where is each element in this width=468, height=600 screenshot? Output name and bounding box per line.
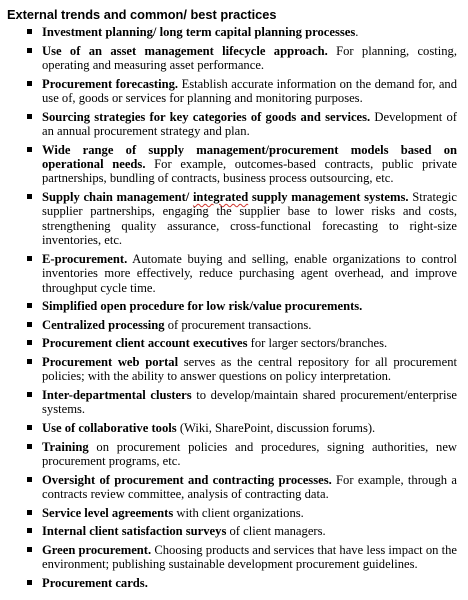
list-item-training bbox=[7, 440, 457, 469]
list-item-green-procurement bbox=[7, 543, 457, 572]
square-bullet-icon bbox=[27, 256, 32, 261]
item-text: (Wiki, SharePoint, discussion forums). bbox=[176, 421, 376, 435]
square-bullet-icon bbox=[27, 444, 32, 449]
list-item-e-procurement bbox=[7, 252, 457, 295]
list-item-sourcing-strategies bbox=[7, 110, 457, 139]
list-item-supply-models bbox=[7, 143, 457, 186]
spellcheck-underlined-word: integrated bbox=[192, 190, 249, 204]
item-bold-text: supply management systems. bbox=[248, 190, 409, 204]
item-bold-text: Procurement forecasting. bbox=[42, 76, 179, 91]
item-text: . bbox=[355, 25, 359, 39]
list-item-collaborative-tools bbox=[7, 421, 457, 435]
square-bullet-icon bbox=[27, 147, 32, 152]
item-text: Automate buying and selling, enable organizations to control inventories more effectively, reduce purchasing agent overhead, and improve throughput cycle time. bbox=[42, 251, 457, 295]
list-item-asset-lifecycle bbox=[7, 44, 457, 73]
best-practices-list bbox=[7, 25, 457, 590]
item-text: of procurement transactions. bbox=[164, 317, 312, 332]
item-text: Choosing products and services that have less impact on the environment; publishing sustainable development procurement guidelines. bbox=[42, 542, 457, 572]
square-bullet-icon bbox=[27, 547, 32, 552]
item-bold-text: Procurement web portal bbox=[42, 355, 179, 369]
square-bullet-icon bbox=[27, 81, 32, 86]
square-bullet-icon bbox=[27, 194, 32, 199]
item-bold-text: Centralized processing bbox=[42, 317, 165, 332]
item-bold-text: Use of collaborative tools bbox=[42, 421, 177, 435]
item-bold-text: Wide range of supply management/procurement models based on operational needs. bbox=[42, 142, 457, 171]
item-bold-text: Training bbox=[42, 439, 89, 454]
item-bold-text: Inter-departmental clusters bbox=[42, 388, 192, 402]
list-item-web-portal bbox=[7, 355, 457, 384]
list-item-client-account-executives bbox=[7, 336, 457, 350]
item-text: For example, through a contracts review committee, analysis of contracting data. bbox=[42, 472, 457, 501]
item-text: with client organizations. bbox=[173, 505, 304, 520]
list-item-service-level-agreements bbox=[7, 506, 457, 520]
square-bullet-icon bbox=[27, 392, 32, 397]
item-text: of client managers. bbox=[226, 524, 326, 539]
item-bold-text: Supply chain management/ bbox=[42, 190, 193, 204]
item-bold-text: Investment planning/ long term capital planning processes bbox=[42, 25, 356, 39]
square-bullet-icon bbox=[27, 114, 32, 119]
square-bullet-icon bbox=[27, 580, 32, 585]
list-item-centralized-processing bbox=[7, 318, 457, 332]
section-heading: External trends and common/ best practices bbox=[7, 7, 277, 22]
item-bold-text: Sourcing strategies for key categories of goods and services. bbox=[42, 109, 371, 124]
item-bold-text: Internal client satisfaction surveys bbox=[42, 524, 227, 539]
item-text: to develop/maintain shared procurement/enterprise systems. bbox=[42, 388, 457, 417]
item-bold-text: Service level agreements bbox=[42, 505, 174, 520]
item-text: on procurement policies and procedures, signing authorities, new procurement programs, etc. bbox=[42, 439, 457, 468]
square-bullet-icon bbox=[27, 477, 32, 482]
square-bullet-icon bbox=[27, 340, 32, 345]
square-bullet-icon bbox=[27, 322, 32, 327]
item-bold-text: Use of an asset management lifecycle approach. bbox=[42, 43, 328, 58]
item-text: For example, outcomes-based contracts, public private partnerships, bundling of contracts, business process outsourcing, etc. bbox=[42, 157, 458, 186]
item-bold-text: Green procurement. bbox=[42, 542, 152, 557]
item-bold-text: Oversight of procurement and contracting processes. bbox=[42, 472, 332, 487]
list-item-inter-departmental-clusters bbox=[7, 388, 457, 417]
square-bullet-icon bbox=[27, 303, 32, 308]
list-item-investment-planning bbox=[7, 25, 457, 39]
item-bold-text: Procurement client account executives bbox=[42, 336, 248, 351]
list-item-procurement-cards bbox=[7, 576, 457, 590]
list-item-supply-chain bbox=[7, 190, 457, 248]
square-bullet-icon bbox=[27, 528, 32, 533]
item-text: Strategic supplier partnerships, engaging the supplier base to lower risks and costs, strengthening quality assurance, cross-functional forecasting to right-size inventories, etc. bbox=[42, 190, 457, 248]
item-bold-text: Simplified open procedure for low risk/value procurements. bbox=[42, 299, 363, 314]
item-bold-text: E-procurement. bbox=[42, 251, 128, 266]
square-bullet-icon bbox=[27, 29, 32, 34]
list-item-satisfaction-surveys bbox=[7, 524, 457, 538]
list-item-oversight bbox=[7, 473, 457, 502]
square-bullet-icon bbox=[27, 510, 32, 515]
item-text: For planning, costing, operating and measuring asset performance. bbox=[42, 43, 457, 72]
item-bold-text: Procurement cards. bbox=[42, 575, 148, 590]
square-bullet-icon bbox=[27, 425, 32, 430]
item-text: serves as the central repository for all procurement policies; with the ability to answer questions on policy interpretation. bbox=[42, 355, 457, 384]
square-bullet-icon bbox=[27, 48, 32, 53]
item-text: for larger sectors/branches. bbox=[247, 336, 388, 351]
list-item-simplified-procedure bbox=[7, 299, 457, 313]
list-item-procurement-forecasting bbox=[7, 77, 457, 106]
square-bullet-icon bbox=[27, 359, 32, 364]
item-text: Establish accurate information on the demand for, and use of, goods or services for planning and monitoring purposes. bbox=[42, 76, 457, 105]
item-text: Development of an annual procurement strategy and plan. bbox=[42, 109, 457, 138]
